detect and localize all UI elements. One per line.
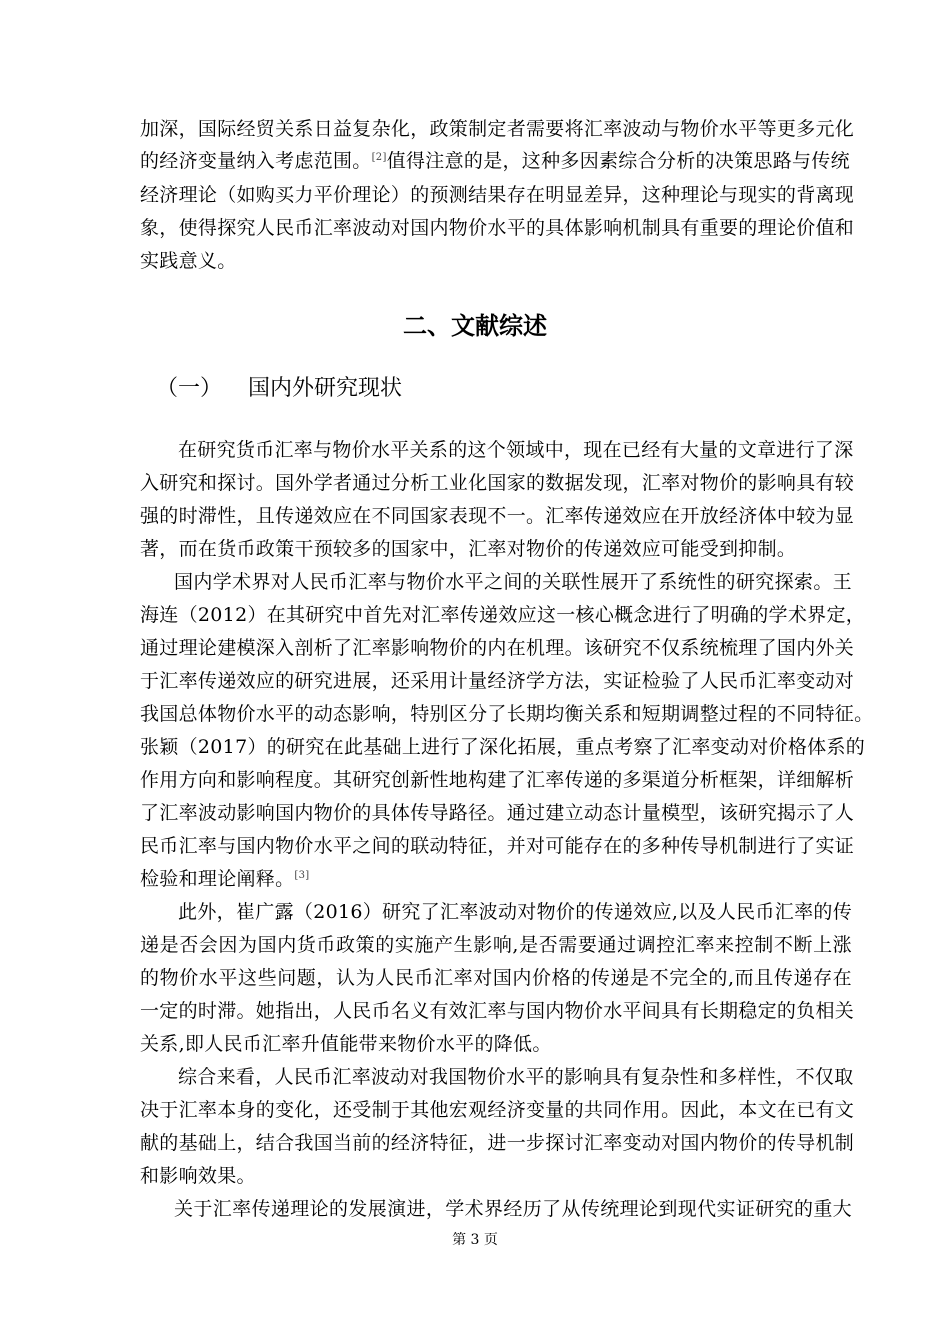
p1-line-2: 入研究和探讨。国外学者通过分析工业化国家的数据发现，汇率对物价的影响具有较 bbox=[140, 472, 855, 494]
citation-ref-2: [2] bbox=[371, 152, 387, 163]
p2-line-10-text: 检验和理论阐释。 bbox=[140, 868, 295, 890]
intro-line-2-text: 的经济变量纳入考虑范围。 bbox=[140, 150, 372, 172]
p2-line-5: 我国总体物价水平的动态影响，特别区分了长期均衡关系和短期调整过程的不同特征。 bbox=[140, 703, 874, 725]
p2-line-6: 张颖（2017）的研究在此基础上进行了深化拓展，重点考察了汇率变动对价格体系的 bbox=[140, 736, 866, 758]
p1-line-4: 著，而在货币政策干预较多的国家中，汇率对物价的传递效应可能受到抑制。 bbox=[140, 538, 797, 560]
citation-ref-3: [3] bbox=[294, 870, 310, 881]
p2-line-1: 国内学术界对人民币汇率与物价水平之间的关联性展开了系统性的研究探索。王 bbox=[174, 571, 852, 593]
p4-line-3: 献的基础上，结合我国当前的经济特征，进一步探讨汇率变动对国内物价的传导机制 bbox=[140, 1132, 855, 1154]
p2-line-8: 了汇率波动影响国内物价的具体传导路径。通过建立动态计量模型，该研究揭示了人 bbox=[140, 802, 855, 824]
page-number: 第 3 页 bbox=[452, 1232, 498, 1248]
intro-line-5: 实践意义。 bbox=[140, 250, 237, 272]
intro-line-1: 加深，国际经贸关系日益复杂化，政策制定者需要将汇率波动与物价水平等更多元化 bbox=[140, 118, 855, 140]
intro-line-4: 象，使得探究人民币汇率波动对国内物价水平的具体影响机制具有重要的理论价值和 bbox=[140, 217, 855, 239]
intro-line-2 bbox=[140, 145, 852, 177]
p2-line-10 bbox=[140, 863, 852, 895]
p2-line-9: 民币汇率与国内物价水平之间的联动特征，并对可能存在的多种传导机制进行了实证 bbox=[140, 835, 855, 857]
p1-line-1: 在研究货币汇率与物价水平关系的这个领域中，现在已经有大量的文章进行了深 bbox=[178, 439, 854, 461]
p2-line-3: 通过理论建模深入剖析了汇率影响物价的内在机理。该研究不仅系统梳理了国内外关 bbox=[140, 637, 855, 659]
intro-line-2-text-b: 值得注意的是，这种多因素综合分析的决策思路与传统 bbox=[386, 150, 850, 172]
p3-line-1: 此外，崔广露（2016）研究了汇率波动对物价的传递效应,以及人民币汇率的传 bbox=[178, 901, 852, 923]
intro-line-3: 经济理论（如购买力平价理论）的预测结果存在明显差异，这种理论与现实的背离现 bbox=[140, 184, 855, 206]
p2-line-2: 海连（2012）在其研究中首先对汇率传递效应这一核心概念进行了明确的学术界定， bbox=[140, 604, 866, 626]
p3-line-2: 递是否会因为国内货币政策的实施产生影响,是否需要通过调控汇率来控制不断上涨 bbox=[140, 934, 852, 956]
subsection-number: （一） bbox=[156, 376, 223, 401]
subsection-title: 国内外研究现状 bbox=[248, 376, 403, 401]
section-heading: 二、文献综述 bbox=[403, 312, 547, 340]
p5-line-1: 关于汇率传递理论的发展演进，学术界经历了从传统理论到现代实证研究的重大 bbox=[174, 1198, 852, 1220]
p4-line-4: 和影响效果。 bbox=[140, 1165, 256, 1187]
p2-line-4: 于汇率传递效应的研究进展，还采用计量经济学方法，实证检验了人民币汇率变动对 bbox=[140, 670, 855, 692]
p3-line-4: 一定的时滞。她指出，人民币名义有效汇率与国内物价水平间具有长期稳定的负相关 bbox=[140, 1000, 855, 1022]
p1-line-3: 强的时滞性，且传递效应在不同国家表现不一。汇率传递效应在开放经济体中较为显 bbox=[140, 505, 855, 527]
p4-line-1: 综合来看，人民币汇率波动对我国物价水平的影响具有复杂性和多样性，不仅取 bbox=[178, 1066, 854, 1088]
p2-line-7: 作用方向和影响程度。其研究创新性地构建了汇率传递的多渠道分析框架，详细解析 bbox=[140, 769, 855, 791]
subsection-heading bbox=[156, 372, 402, 406]
p4-line-2: 决于汇率本身的变化，还受制于其他宏观经济变量的共同作用。因此，本文在已有文 bbox=[140, 1099, 855, 1121]
p3-line-5: 关系,即人民币汇率升值能带来物价水平的降低。 bbox=[140, 1033, 552, 1055]
p3-line-3: 的物价水平这些问题，认为人民币汇率对国内价格的传递是不完全的,而且传递存在 bbox=[140, 967, 852, 989]
